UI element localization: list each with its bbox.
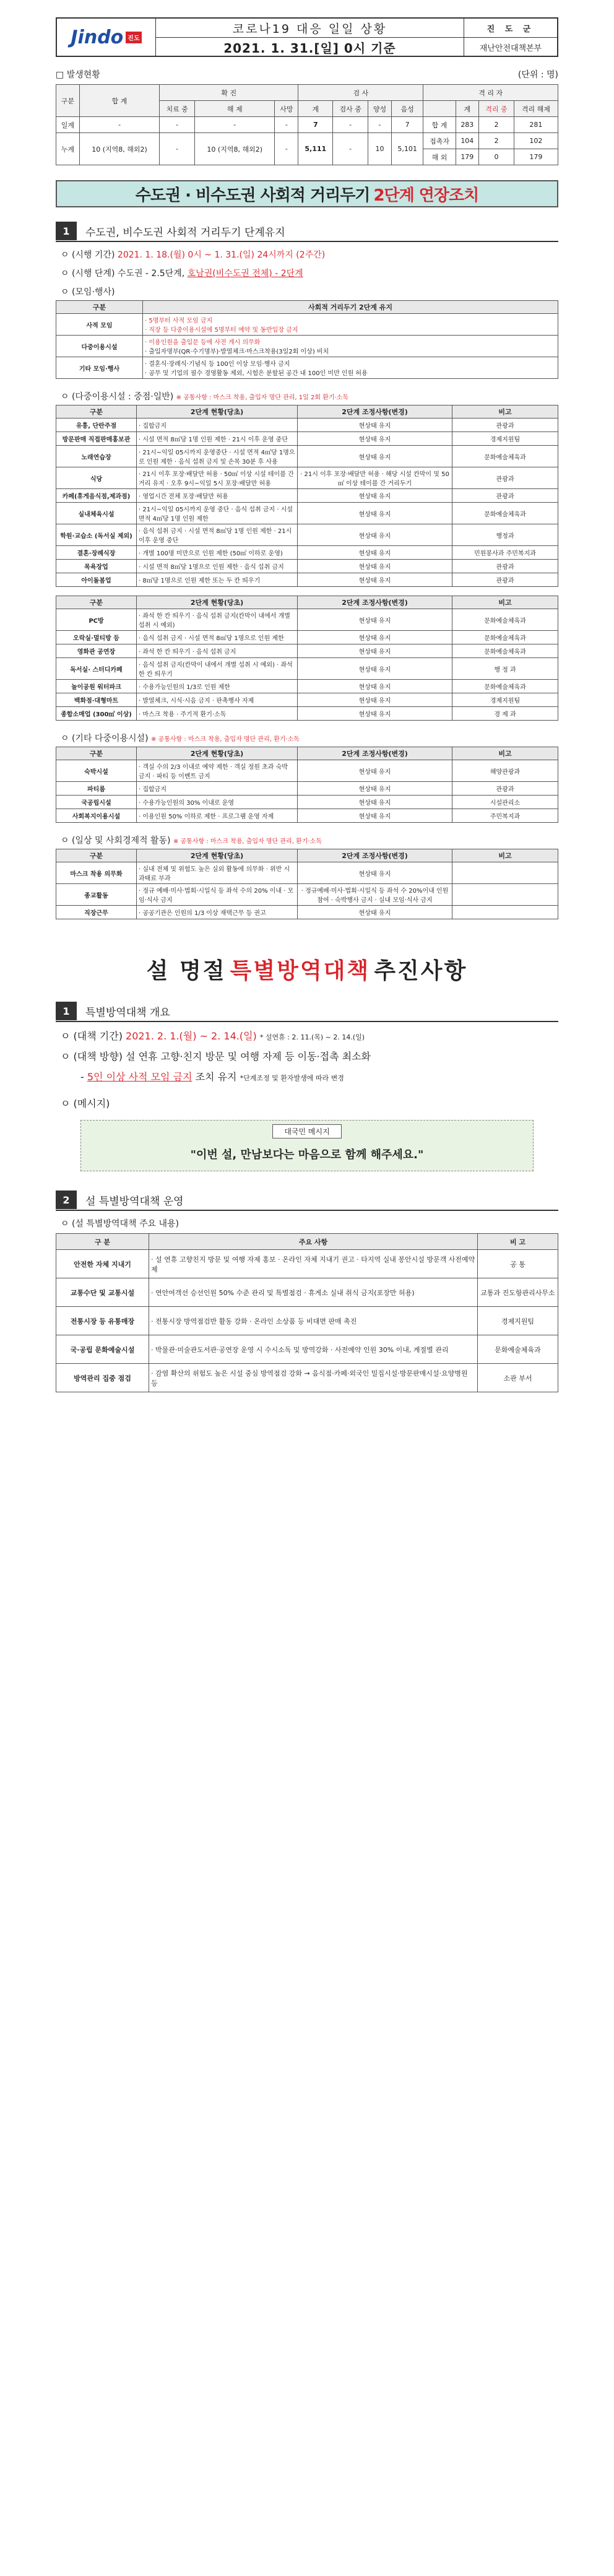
- cell: · 발열체크, 시식·시음 금지 · 판촉행사 자제: [137, 693, 298, 707]
- th-sub: 계: [456, 101, 479, 117]
- cell: 학원·교습소 (독서실 제외): [56, 524, 137, 546]
- table-row: [56, 489, 558, 503]
- th: 2단계 현황(당초): [137, 405, 298, 418]
- banner-text: 수도권 · 비수도권 사회적 거리두기: [135, 186, 370, 205]
- th: 비고: [452, 405, 558, 418]
- cell: 문화예술체육과: [452, 631, 558, 644]
- th-total: 합 계: [79, 85, 159, 117]
- cell: 전통시장 등 유통매장: [56, 1307, 149, 1335]
- cell: · 음식 섭취 금지 · 시설 면적 8㎡당 1명으로 인원 제한: [137, 631, 298, 644]
- cell: 결혼·장례식장: [56, 546, 137, 560]
- cell: 2: [479, 133, 514, 149]
- cell: 백화점·대형마트: [56, 693, 137, 707]
- th-inspection: 검 사: [298, 85, 423, 101]
- value: 수도권 - 2.5단계,: [117, 269, 185, 279]
- cell: 7: [391, 117, 423, 133]
- section-heading: [56, 1190, 558, 1211]
- cell: 현상태 유지: [298, 432, 452, 446]
- cell: 해양관광과: [452, 760, 558, 782]
- cell: 현상태 유지: [298, 631, 452, 644]
- th: 2단계 현황(당초): [137, 747, 298, 760]
- cell: 문화예술체육과: [452, 503, 558, 524]
- section-title: 설 특별방역대책 운영: [85, 1195, 184, 1208]
- cell: · 21시~익일 05시까지 운영 중단 · 음식 섭취 금지 · 시설 면적 4㎡당 1명 인원 제한: [137, 503, 298, 524]
- logo-text: Jindo: [71, 26, 124, 48]
- cell: · 음식 섭취 금지 · 시설 면적 8㎡당 1명 인원 제한 · 21시 이후 운영 중단: [137, 524, 298, 546]
- table-row: [56, 862, 558, 884]
- table-row: [56, 693, 558, 707]
- th-sub: 격리 중: [479, 101, 514, 117]
- cell: 사회복지이용시설: [56, 809, 137, 823]
- table-row: [56, 117, 558, 133]
- cell: -: [160, 117, 195, 133]
- section-heading: [56, 1001, 558, 1022]
- cell: 경제지원팀: [452, 693, 558, 707]
- th: 구분: [56, 849, 137, 862]
- cell: 문화예술체육과: [452, 609, 558, 631]
- cell: 7: [298, 117, 333, 133]
- table-row: [56, 133, 558, 149]
- cell: 유흥, 단란주점: [56, 418, 137, 432]
- cell: · 집합금지: [137, 782, 298, 796]
- banner-red: 특별방역대책: [230, 958, 371, 984]
- value: 설 연휴 고향·친지 방문 및 여행 자제 등 이동·접촉 최소화: [126, 1051, 371, 1062]
- th: 비 고: [478, 1234, 558, 1250]
- cell: -: [160, 133, 195, 165]
- cell: 국·공립 문화예술시설: [56, 1335, 149, 1364]
- daily-life-table: [56, 849, 558, 919]
- cell: · 수용가능인원의 1/3로 인원 제한: [137, 680, 298, 693]
- cell: 283: [456, 117, 479, 133]
- cell: 놀이공원 워터파크: [56, 680, 137, 693]
- cell: 현상태 유지: [298, 524, 452, 546]
- table-row: [56, 503, 558, 524]
- cell: 방문판매 직접판매홍보관: [56, 432, 137, 446]
- th: 비고: [452, 747, 558, 760]
- dept-name: 진 도 군: [464, 19, 557, 38]
- gathering-table: [56, 300, 558, 379]
- cell: 오락실·멀티방 등: [56, 631, 137, 644]
- table-row: [56, 467, 558, 489]
- cell-line: · 5명부터 사적 모임 금지: [145, 318, 213, 324]
- cell: 일계: [56, 117, 80, 133]
- cell-line: · 직장 등 다중이용시설에 5명부터 예약 및 동반입장 금지: [145, 327, 298, 334]
- value-red: 호남권(비수도권 전체) - 2단계: [187, 269, 303, 279]
- cell: 관광과: [452, 560, 558, 573]
- cell: 179: [514, 149, 558, 165]
- cell: 사적 모임: [56, 314, 143, 336]
- table-row: [56, 796, 558, 809]
- cell: 합 계: [423, 117, 456, 133]
- th: 구분: [56, 747, 137, 760]
- section-title: 수도권, 비수도권 사회적 거리두기 단계유지: [85, 226, 285, 239]
- cell-line: · 출입자명부(QR·수기명부)·발열체크·마스크착용(3일2회 이상) 비치: [145, 349, 329, 355]
- value: 조치 유지: [192, 1071, 237, 1083]
- section-number: 1: [56, 1002, 77, 1020]
- th: 2단계 현황(당초): [137, 596, 298, 609]
- th: 2단계 조정사항(변경): [298, 849, 452, 862]
- cell: 파티룸: [56, 782, 137, 796]
- cell: · 이용인원 50% 이하로 제한 · 프로그램 운영 자제: [137, 809, 298, 823]
- note: * 설연휴 : 2. 11.(목) ~ 2. 14.(일): [259, 1033, 365, 1041]
- cell: 행 정 과: [452, 658, 558, 680]
- cell: 현상태 유지: [298, 418, 452, 432]
- cell: 영화관 공연장: [56, 644, 137, 658]
- th: 2단계 조정사항(변경): [298, 596, 452, 609]
- cell: 현상태 유지: [298, 546, 452, 560]
- cell: · 공공기관은 인원의 1/3 이상 재택근무 등 권고: [137, 906, 298, 919]
- cell: · 개별 100명 미만으로 인원 제한 (50㎡ 이하로 운영): [137, 546, 298, 560]
- cell: 관광과: [452, 418, 558, 432]
- cell: 현상태 유지: [298, 680, 452, 693]
- cell: 관광과: [452, 467, 558, 489]
- value: 2021. 2. 1.(월) ~ 2. 14.(일): [126, 1030, 257, 1042]
- table-row: [56, 546, 558, 560]
- cell: 아이돌봄업: [56, 573, 137, 587]
- cell-line: · 공무 및 기업의 필수 경영활동 제외, 시험은 분할된 공간 내 100인 미만 인원 허용: [145, 370, 368, 377]
- cell: · 전통시장 방역점검반 활동 강화 · 온라인 소상품 등 비대면 판매 촉진: [149, 1307, 478, 1335]
- table-row: [56, 524, 558, 546]
- occurrence-table: [56, 84, 558, 165]
- cell: 노래연습장: [56, 446, 137, 467]
- cell: 교통과 진도항관리사무소: [478, 1278, 558, 1307]
- cell: · 연안여객선 승선인원 50% 수준 관리 및 특별점검 · 휴게소 실내 취식 금지(포장만 허용): [149, 1278, 478, 1307]
- period-line: [61, 248, 558, 261]
- th: 2단계 조정사항(변경): [298, 747, 452, 760]
- th-isolation: 격 리 자: [423, 85, 558, 101]
- operation-sub: ㅇ (설 특별방역대책 주요 내용): [61, 1219, 179, 1229]
- label: ㅇ (대책 방향): [61, 1051, 123, 1062]
- cell: 독서실· 스터디카페: [56, 658, 137, 680]
- note: ※ 공통사항 : 마스크 착용, 출입자 명단 관리, 1일 2회 환기·소독: [176, 394, 348, 401]
- cell: 104: [456, 133, 479, 149]
- report-title: 코로나19 대응 일일 상황: [156, 19, 464, 38]
- table-row: [56, 1278, 558, 1307]
- th: 사회적 거리두기 2단계 유지: [143, 301, 558, 314]
- cell: -: [275, 133, 298, 165]
- th-sub: 해 제: [195, 101, 275, 117]
- table-row: [56, 884, 558, 906]
- th: 구분: [56, 301, 143, 314]
- th: 2단계 현황(당초): [137, 849, 298, 862]
- cell: 안전한 자체 지내기: [56, 1250, 149, 1278]
- occurrence-title: □ 발생현황: [56, 68, 100, 80]
- label: ㅇ (대책 기간): [61, 1030, 123, 1042]
- cell: · 8㎡당 1명으로 인원 제한 또는 두 칸 띄우기: [137, 573, 298, 587]
- cell: 현상태 유지: [298, 693, 452, 707]
- cell: 공 통: [478, 1250, 558, 1278]
- th-sub: 음성: [391, 101, 423, 117]
- table-row: [56, 1250, 558, 1278]
- cell: · 21시 이후 포장·배달만 허용 · 해당 시설 칸막이 및 50㎡ 이상 테이블 간 거리두기: [298, 467, 452, 489]
- cell: 국공립시설: [56, 796, 137, 809]
- cell: · 마스크 착용 · 주기적 환기·소독: [137, 707, 298, 721]
- table-row: [56, 432, 558, 446]
- cell: 현상태 유지: [298, 658, 452, 680]
- cell: 주민복지과: [452, 809, 558, 823]
- other-facility-table: [56, 747, 558, 823]
- message-box-label: 대국민 메시지: [272, 1124, 341, 1138]
- cell: 10: [368, 133, 392, 165]
- cell: 관광과: [452, 782, 558, 796]
- cell: 접촉자: [423, 133, 456, 149]
- label: ㅇ (다중이용시설 : 중점·일반): [61, 392, 174, 402]
- cell: 문화예술체육과: [452, 446, 558, 467]
- cell: · 음식 섭취 금지(칸막이 내에서 개별 섭취 시 예외) · 좌석 한 칸 띄우기: [137, 658, 298, 680]
- cell: 카페(휴게음식점,제과점): [56, 489, 137, 503]
- special-direction-sub: [80, 1069, 558, 1083]
- cell: · 감염 확산의 위험도 높은 시설 중심 방역점검 강화 → 음식점·카페·외국인 밀집시설·방문판매시설·요양병원 등: [149, 1364, 478, 1392]
- cell: -: [368, 117, 392, 133]
- cell: 현상태 유지: [298, 573, 452, 587]
- cell: 102: [514, 133, 558, 149]
- operation-table: [56, 1233, 558, 1392]
- facility-table-1: [56, 405, 558, 587]
- message-box: [80, 1120, 534, 1171]
- cell: · 정규예배·미사·법회·시일식 등 좌석 수 20%이내 인원 참여 · 숙박행사 금지 · 실내 모임·식사 금지: [298, 884, 452, 906]
- table-row: [56, 609, 558, 631]
- section-heading: [56, 221, 558, 242]
- report-date: 2021. 1. 31.[일] 0시 기준: [223, 41, 396, 56]
- jindo-logo: [57, 19, 156, 56]
- th: 구분: [56, 596, 137, 609]
- cell: 다중이용시설: [56, 336, 143, 357]
- value-red: 5인 이상 사적 모임 금지: [87, 1071, 192, 1083]
- table-row: [56, 573, 558, 587]
- cell: 2: [479, 117, 514, 133]
- gather-label: ㅇ (모임·행사): [61, 287, 115, 297]
- table-row: [56, 782, 558, 796]
- special-period-line: [61, 1028, 558, 1043]
- th-confirmed: 확 진: [160, 85, 298, 101]
- cell: 현상태 유지: [298, 862, 452, 884]
- cell: PC방: [56, 609, 137, 631]
- cell: · 시설 면적 8㎡당 1명으로 인원 제한 · 음식 섭취 금지: [137, 560, 298, 573]
- cell: 현상태 유지: [298, 796, 452, 809]
- cell: 현상태 유지: [298, 503, 452, 524]
- facility-table-2: [56, 596, 558, 721]
- table-row: [56, 1335, 558, 1364]
- cell: 종합소매업 (300㎡ 이상): [56, 707, 137, 721]
- cell: · 정규 예배·미사·법회·시일식 등 좌석 수의 20% 이내 · 모임·식사 금지: [137, 884, 298, 906]
- cell: 소관 부서: [478, 1364, 558, 1392]
- th-sub: 격리 해제: [514, 101, 558, 117]
- step-line: [61, 267, 558, 279]
- table-row: [56, 809, 558, 823]
- th-sub: 사망: [275, 101, 298, 117]
- cell: 경 제 과: [452, 707, 558, 721]
- cell: 종교활동: [56, 884, 137, 906]
- th-sub: 양성: [368, 101, 392, 117]
- cell-line: · 결혼식·장례식·기념식 등 100인 이상 모임·행사 금지: [145, 361, 290, 368]
- cell: 문화예술체육과: [452, 644, 558, 658]
- cell: · 실내 전체 및 위험도 높은 실외 활동에 의무화 · 위반 시 과태료 부과: [137, 862, 298, 884]
- cell: 목욕장업: [56, 560, 137, 573]
- cell: 관광과: [452, 573, 558, 587]
- table-row: [56, 357, 558, 379]
- section-number: 1: [56, 222, 77, 240]
- value: -: [80, 1071, 87, 1083]
- message-text: "이번 설, 만남보다는 마음으로 함께 해주세요.": [190, 1148, 424, 1161]
- th: 구분: [56, 405, 137, 418]
- table-row: [56, 644, 558, 658]
- label: ㅇ (기타 다중이용시설): [61, 734, 149, 744]
- cell: · 21시~익일 05시까지 운영중단 · 시설 면적 4㎡당 1명으로 인원 제한 · 음식 섭취 금지 및 손목 30분 후 사용: [137, 446, 298, 467]
- banner-red: 2단계 연장조치: [373, 186, 479, 205]
- cell: 현상태 유지: [298, 560, 452, 573]
- unit-label: (단위 : 명): [517, 70, 558, 80]
- table-row: [56, 906, 558, 919]
- cell: 시설관리소: [452, 796, 558, 809]
- cell: 누계: [56, 133, 80, 165]
- cell: 현상태 유지: [298, 446, 452, 467]
- cell: 해 외: [423, 149, 456, 165]
- cell: 현상태 유지: [298, 809, 452, 823]
- cell: · 시설 면적 8㎡당 1명 인원 제한 · 21시 이후 운영 중단: [137, 432, 298, 446]
- cell: 방역관리 집중 점검: [56, 1364, 149, 1392]
- th: 비고: [452, 849, 558, 862]
- th: 구 분: [56, 1234, 149, 1250]
- cell: 경제지원팀: [452, 432, 558, 446]
- label: ㅇ (일상 및 사회경제적 활동): [61, 836, 171, 846]
- lunar-new-year-banner: [56, 950, 558, 987]
- cell: · 설 연휴 고향친지 방문 및 여행 자제 홍보 · 온라인 자체 지내기 권고 · 타지역 실내 봉안시설 방문객 사전예약제: [149, 1250, 478, 1278]
- label: ㅇ (시행 단계): [61, 269, 115, 279]
- report-header: [56, 17, 558, 57]
- label: ㅇ (시행 기간): [61, 250, 115, 260]
- cell: · 객실 수의 2/3 이내로 예약 제한 · 객실 정원 초과 숙박 금지 · 파티 등 이벤트 금지: [137, 760, 298, 782]
- cell: 10 (지역8, 해외2): [195, 133, 275, 165]
- special-direction-line: [61, 1049, 558, 1063]
- banner-text: 설 명절: [146, 958, 227, 984]
- cell: · 좌석 한 칸 띄우기 · 음식 섭취 금지: [137, 644, 298, 658]
- cell: 직장근무: [56, 906, 137, 919]
- cell: -: [333, 117, 368, 133]
- cell: 행정과: [452, 524, 558, 546]
- table-row: [56, 1307, 558, 1335]
- banner-text: 추진사항: [374, 958, 468, 984]
- facility-title-line: [61, 390, 558, 402]
- dept-sub: 재난안전대책본부: [479, 44, 542, 53]
- cell: 현상태 유지: [298, 489, 452, 503]
- th-sub: 검사 중: [333, 101, 368, 117]
- message-label: ㅇ (메시지): [61, 1098, 110, 1109]
- table-row: [56, 418, 558, 432]
- cell: 179: [456, 149, 479, 165]
- cell: 실내체육시설: [56, 503, 137, 524]
- note: ※ 공통사항 : 마스크 착용, 출입자 명단 관리, 환기·소독: [151, 736, 300, 743]
- note: *단계조정 및 환자발생에 따라 변경: [240, 1074, 344, 1082]
- table-row: [56, 1364, 558, 1392]
- note: ※ 공통사항 : 마스크 착용, 출입자 명단 관리, 환기·소독: [173, 838, 322, 845]
- th-sub: [423, 101, 456, 117]
- cell: 교통수단 및 교통시설: [56, 1278, 149, 1307]
- table-row: [56, 680, 558, 693]
- cell: [452, 862, 558, 884]
- cell: -: [195, 117, 275, 133]
- cell: 현상태 유지: [298, 782, 452, 796]
- cell: 경제지원팀: [478, 1307, 558, 1335]
- table-row: [56, 707, 558, 721]
- cell: 현상태 유지: [298, 609, 452, 631]
- th: 2단계 조정사항(변경): [298, 405, 452, 418]
- cell: -: [333, 133, 368, 165]
- cell: · 박물관·미술관도서관·공연장 운영 시 수시소독 및 방역강화 · 사전예약 인원 30% 이내, 계절별 관리: [149, 1335, 478, 1364]
- cell: [452, 884, 558, 906]
- cell: [452, 906, 558, 919]
- cell: 10 (지역8, 해외2): [79, 133, 159, 165]
- logo-tag: 진도: [126, 32, 141, 43]
- daily-life-title-line: [61, 834, 558, 846]
- cell: 마스크 착용 의무화: [56, 862, 137, 884]
- cell: · 수용가능인원의 30% 이내로 운영: [137, 796, 298, 809]
- table-row: [56, 314, 558, 336]
- table-row: [56, 446, 558, 467]
- cell-line: · 이용인원을 출입문 등에 사전 게시 의무화: [145, 339, 261, 346]
- cell: 숙박시설: [56, 760, 137, 782]
- th: 비고: [452, 596, 558, 609]
- cell: · 21시 이후 포장·배달만 허용 · 50㎡ 이상 시설 테이블 간 거리 유지 · 오후 9시~익일 5시 포장·배달만 허용: [137, 467, 298, 489]
- cell: 현상태 유지: [298, 760, 452, 782]
- cell: · 좌석 한 칸 띄우기 · 음식 섭취 금지(칸막이 내에서 개별 섭취 시 예외): [137, 609, 298, 631]
- value: 2021. 1. 18.(월) 0시 ~ 1. 31.(일) 24시까지 (2주간): [117, 250, 326, 260]
- cell: 0: [479, 149, 514, 165]
- other-facility-title-line: [61, 732, 558, 744]
- table-row: [56, 658, 558, 680]
- table-row: [56, 631, 558, 644]
- th-group: 구분: [56, 85, 80, 117]
- cell: · 집합금지: [137, 418, 298, 432]
- cell: 현상태 유지: [298, 906, 452, 919]
- section-number: 2: [56, 1190, 77, 1209]
- table-row: [56, 336, 558, 357]
- th-sub: 계: [298, 101, 333, 117]
- th: 주요 사항: [149, 1234, 478, 1250]
- cell: 5,101: [391, 133, 423, 165]
- cell: 281: [514, 117, 558, 133]
- table-row: [56, 560, 558, 573]
- section-title: 특별방역대책 개요: [85, 1006, 170, 1019]
- cell: 현상태 유지: [298, 644, 452, 658]
- cell: 현상태 유지: [298, 707, 452, 721]
- cell: 5,111: [298, 133, 333, 165]
- cell: 기타 모임·행사: [56, 357, 143, 379]
- cell: 문화예술체육과: [452, 680, 558, 693]
- cell: · 영업시간 전체 포장·배달만 허용: [137, 489, 298, 503]
- th-sub: 치료 중: [160, 101, 195, 117]
- cell: -: [79, 117, 159, 133]
- cell: 문화예술체육과: [478, 1335, 558, 1364]
- distancing-banner: [56, 180, 558, 207]
- cell: 관광과: [452, 489, 558, 503]
- table-row: [56, 760, 558, 782]
- cell: 민원봉사과 주민복지과: [452, 546, 558, 560]
- cell: 식당: [56, 467, 137, 489]
- cell: -: [275, 117, 298, 133]
